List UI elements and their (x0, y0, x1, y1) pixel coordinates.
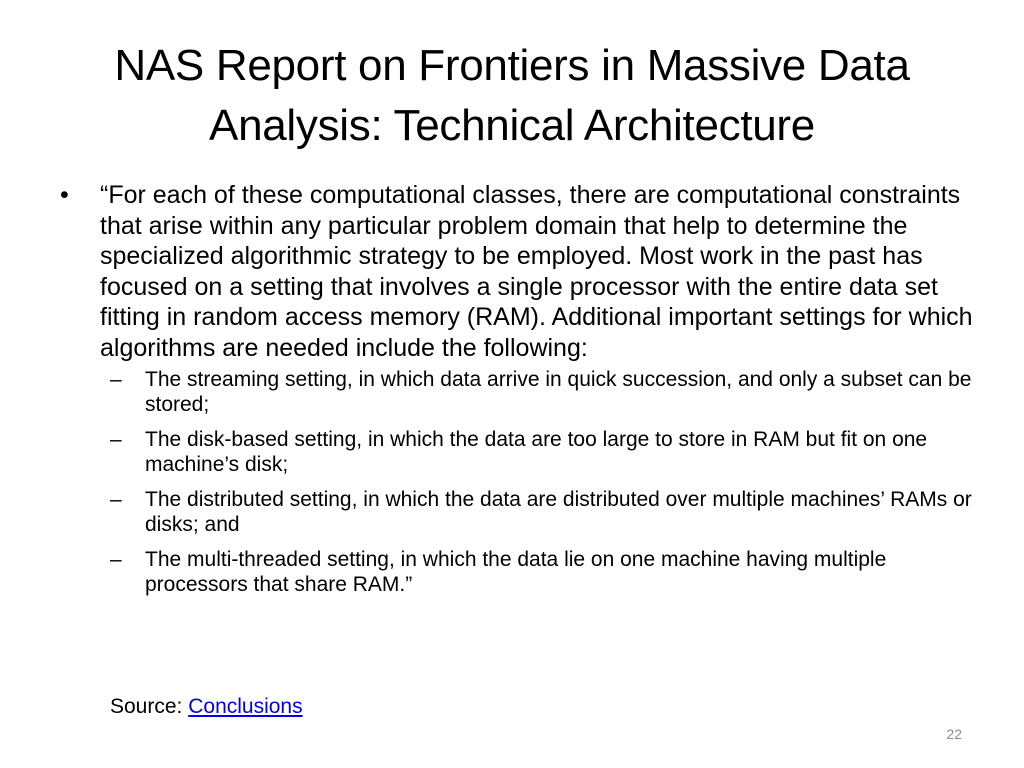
source-label: Source: (110, 695, 189, 718)
page-number: 22 (946, 726, 962, 742)
sub-bullet-text: The streaming setting, in which data arrive in quick succession, and only a subset can be stored; (145, 368, 972, 416)
sub-bullet-list (60, 367, 975, 597)
source-line (110, 695, 303, 719)
slide-body (60, 180, 975, 607)
dash-marker: – (110, 548, 122, 571)
main-bullet (60, 180, 975, 363)
sub-bullet (100, 547, 975, 597)
sub-bullet-text: The distributed setting, in which the data are distributed over multiple machines’ RAMs or disks; and (145, 488, 972, 536)
bullet-marker: • (60, 181, 69, 209)
slide-title: NAS Report on Frontiers in Massive Data Analysis: Technical Architecture (114, 41, 910, 150)
dash-marker: – (110, 428, 122, 451)
sub-bullet-text: The multi-threaded setting, in which the data lie on one machine having multiple processors that share RAM.” (145, 548, 887, 596)
sub-bullet-text: The disk-based setting, in which the data are too large to store in RAM but fit on one machine’s disk; (145, 428, 928, 476)
sub-bullet (100, 427, 975, 477)
sub-bullet (100, 367, 975, 417)
sub-bullet (100, 487, 975, 537)
bullet-text: “For each of these computational classes, there are computational constraints that arise within any particular problem domain that help to determine the specialized algorithmic strategy to be employed. Most work in the past has focused on a setting that involves a single processor with the entire data set fitting in random access memory (RAM). Additional important settings for which algorithms are needed include the following: (100, 181, 973, 362)
dash-marker: – (110, 368, 122, 391)
dash-marker: – (110, 488, 122, 511)
conclusions-link[interactable]: Conclusions (188, 695, 303, 718)
